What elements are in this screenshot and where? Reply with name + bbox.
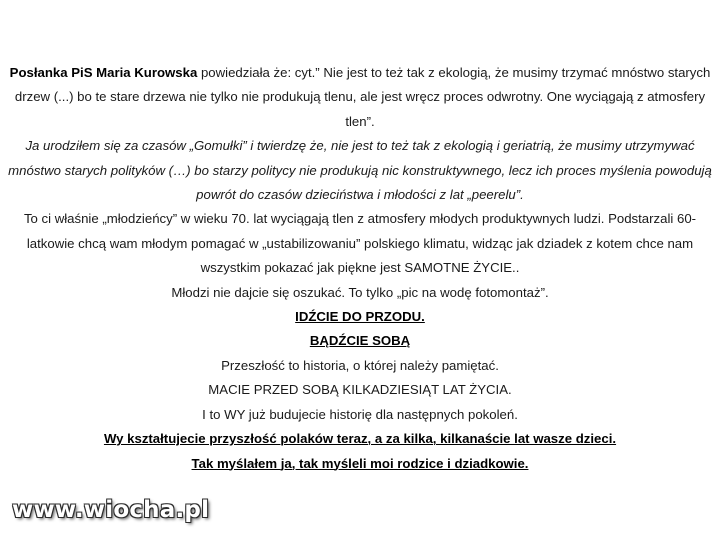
paragraph-building-history: I to WY już budujecie historię dla następnych pokoleń. (202, 406, 518, 422)
site-watermark: www.wiocha.pl (12, 497, 210, 523)
slogan-be-yourselves: BĄDŹCIE SOBĄ (309, 333, 411, 349)
paragraph-commentary: Ja urodziłem się za czasów „Gomułki” i twierdzę że, nie jest to też tak z ekologią i geriatrią, że musimy utrzymywać mnóstwo starych polityków (…) bo starzy politycy nie produkują nic konstruktywnego, lecz ich proces myślenia powodują powrót do czasów dzieciństwa i młodości z lat „peerelu”. (8, 138, 712, 203)
paragraph-decades-ahead: MACIE PRZED SOBĄ KILKADZIESIĄT LAT ŻYCIA. (208, 382, 512, 398)
quote-author: Posłanka PiS Maria Kurowska (9, 65, 198, 80)
article-text (6, 61, 714, 476)
paragraph-young-people: To ci właśnie „młodzieńcy” w wieku 70. lat wyciągają tlen z atmosfery młodych produktywnych ludzi. Podstarzali 60-latkowie chcą wam młodym pomagać w „ustabilizowaniu” polskiego klimatu, widząc jak dziadek z kotem chce nam wszystkim pokazać jak piękne jest SAMOTNE ŻYCIE.. (23, 211, 697, 276)
paragraph-past: Przeszłość to historia, o której należy pamiętać. (221, 357, 499, 373)
quote-text: powiedziała że: cyt.” Nie jest to też tak z ekologią, że musimy trzymać mnóstwo starych drzew (...) bo te stare drzewa nie tylko nie produkują tlenu, ale jest wręcz proces odwrotny. One wyciągają z atmosfery tlen”. (14, 65, 711, 129)
paragraph-shaping-future: Wy kształtujecie przyszłość polaków teraz, a za kilka, kilkanaście lat wasze dzieci. (103, 431, 617, 447)
paragraph-dont-be-fooled: Młodzi nie dajcie się oszukać. To tylko „pic na wodę fotomontaż”. (171, 284, 549, 300)
paragraph-quote (6, 61, 714, 134)
slogan-go-forward: IDŹCIE DO PRZODU. (295, 309, 425, 325)
paragraph-closing: Tak myślałem ja, tak myśleli moi rodzice i dziadkowie. (191, 455, 529, 471)
